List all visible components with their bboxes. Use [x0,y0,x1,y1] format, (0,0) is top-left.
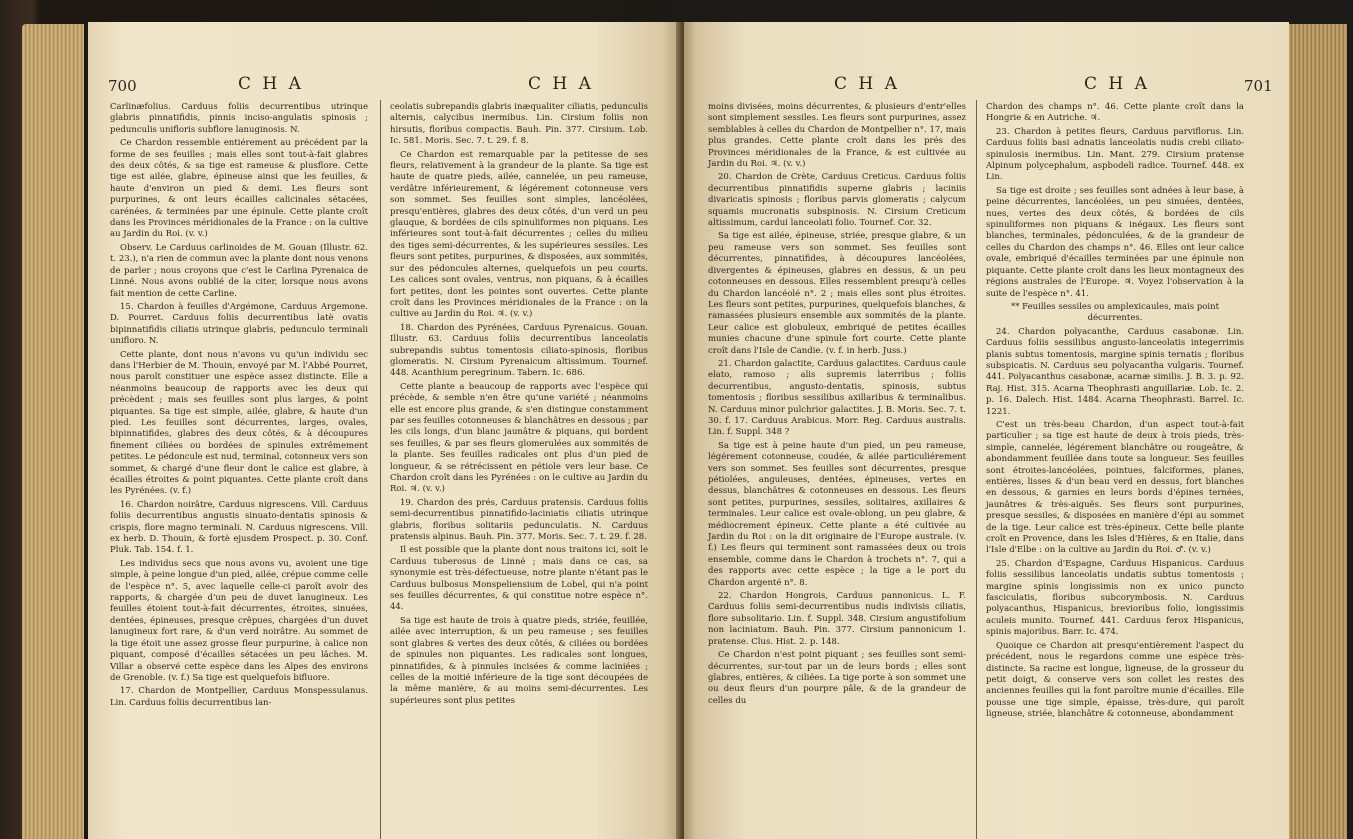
column-rule [380,100,381,839]
paragraph: Sa tige est haute de trois à quatre pieds, striée, feuillée, ailée avec interruption, & un peu rameuse ; ses feuilles sont glabres & vertes des deux côtés, & ciliées ou bordées de spinules non piquantes. Les radicales sont longues, pinnatifides, & à pinnules incisées & comme laciniées ; celles de la moitié inférieure de la tige sont découpées de la même manière, & au moins semi-décurrentes. Les supérieures sont plus petites [390,615,648,706]
right-page-edges [1287,24,1347,839]
paragraph: Chardon des champs n°. 46. Cette plante croît dans la Hongrie & en Autriche. ♃. [986,102,1244,124]
paragraph: Observ. Le Carduus carlinoides de M. Gouan (Illustr. 62. t. 23.), n'a rien de commun avec la plante dont nous venons de parler ; nous croyons que c'est le Carlina Pyrenaica de Linné. Nous avons oublié de la citer, lorsque nous avons fait mention de cette Carline. [110,242,368,299]
paragraph: Sa tige est à peine haute d'un pied, un peu rameuse, légérement cotonneuse, coudée, & ailée particuliérement vers son sommet. Ses feuilles sont décurrentes, presque pétiolées, anguleuses, dentées, épineuses, vertes en dessus, blanchâtres & cotonneuses en dessous. Les fleurs sont petites, purpurines, sessiles, solitaires, axillaires & terminales. Leur calice est ovale-oblong, un peu glabre, & médiocrement épineux. Cette plante a été cultivée au Jardin du Roi : on la dit originaire de l'Europe australe. (v. f.) Les fleurs qui terminent sont ramassées deux ou trois ensemble, comme dans le Chardon à trochets n°. 7, qui a des rapports avec cette espèce ; la tige a le port du Chardon argenté n°. 8. [708,440,966,588]
running-header-left-col1: C H A [238,74,304,94]
left-page-column-2 [390,102,648,709]
paragraph: 16. Chardon noirâtre, Carduus nigrescens. Vill. Carduus foliis decurrentibus angustis sinuato-dentatis spinosis & crispis, flore magno terminali. N. Carduus nigrescens. Vill. ex herb. D. Thouin, & fortè ejusdem Prospect. p. 30. Conf. Pluk. Tab. 154. f. 1. [110,499,368,556]
right-page-column-1 [708,102,966,709]
section-subheading: ** Feuilles sessiles ou amplexicaules, mais point décurrentes. [1010,301,1220,324]
paragraph: Ce Chardon ressemble entiérement au précédent par la forme de ses feuilles ; mais elles sont tout-à-fait glabres des deux côtés, & sa tige est rameuse & plusflore. Cette tige est ailée, glabre, épineuse ainsi que les feuilles, & haute d'environ un pied & demi. Les fleurs sont purpurines, & ont leurs écailles calicinales sétacées, carénées, & terminées par une épinule. Cette plante croît dans les Provinces méridionales de la France : on la cultive au Jardin du Roi. (v. v.) [110,138,368,240]
paragraph: moins divisées, moins décurrentes, & plusieurs d'entr'elles sont simplement sessiles. Les fleurs sont purpurines, assez semblables à celles du Chardon de Montpellier n°. 17, mais plus grandes. Cette plante croît dans les prés des Provinces méridionales de la France, & est cultivée au Jardin du Roi. ♃. (v. v.) [708,102,966,170]
running-header-right-col2: C H A [1084,74,1150,94]
left-page-column-1 [110,102,368,711]
paragraph: Cette plante a beaucoup de rapports avec l'espèce qui précède, & semble n'en être qu'une variété ; néanmoins elle est encore plus grande, & s'en distingue constamment par ses feuilles cotonneuses & blanchâtres en dessous ; par les cils longs, d'un blanc jaunâtre & piquans, qui bordent ses feuilles, & par ses fleurs glomerulées aux sommités de la plante. Ses feuilles radicales ont plus d'un pied de longueur, & se rétrécissent en pétiole vers leur base. Ce Chardon croît dans les Pyrénées : on le cultive au Jardin du Roi. ♃. (v. v.) [390,381,648,495]
page-number-right: 701 [1244,77,1273,95]
paragraph: 23. Chardon à petites fleurs, Carduus parviflorus. Lin. Carduus foliis basi adnatis lanceolatis nudis crebi ciliato-spinulosis inermibus. Lin. Mant. 279. Cirsium pratense Alpinum polycephalum, aspbodeli radice. Tournef. 448. ex Lin. [986,126,1244,183]
paragraph: Carlinæfolius. Carduus foliis decurrentibus utrinque glabris pinnatifidis, pinnis inciso-angulatis spinosis ; pedunculis uniflоris subflore lanuginosis. N. [110,102,368,135]
page-number-left: 700 [108,77,137,95]
right-page [684,22,1289,839]
paragraph: Ce Chardon est remarquable par la petitesse de ses fleurs, relativement à la grandeur de la plante. Sa tige est haute de quatre pieds, ailée, cannelée, un peu rameuse, verdâtre inférieurement, & légérement cotonneuse vers son sommet. Ses feuilles sont simples, lancéolées, presqu'entières, glabres des deux côtés, d'un verd un peu glauque, & bordées de cils spinuliformes non piquans. Les inférieures sont tout-à-fait décurrentes ; celles du milieu des tiges semi-décurrentes, & les supérieures sessiles. Les fleurs sont petites, purpurines, & disposées, aux sommités, sur des pédoncules alternes, quelquefois un peu courts. Les calices sont ovales, ventrus, non piquans, & à écailles fort petites, dont les pointes sont ouvertes. Cette plante croît dans les Provinces méridionales de la France : on la cultive au Jardin du Roi. ♃. (v. v.) [390,149,648,320]
paragraph: 20. Chardon de Crète, Carduus Creticus. Carduus foliis decurrentibus pinnatifidis superne glabris ; laciniis divaricatis spinosis ; floribus parvis glomeratis ; calycum squamis mucronatis subspinosis. N. Cirsium Creticum altissimum, carduі lanceolati folio. Tournef. Cor. 32. [708,172,966,229]
paragraph: Les individus secs que nous avons vu, avoient une tige simple, à peine longue d'un pied, ailée, crépue comme celle de l'espèce n°. 5, avec laquelle celle-ci paroît avoir des rapports, & chargée d'un peu de duvet lanugineux. Les feuilles étoient tout-à-fait décurrentes, étroites, sinuées, dentées, épineuses, presque crêpues, chargées d'un duvet lanugineux fort rare, & d'un verd noirâtre. Au sommet de la tige étoit une assez grosse fleur purpurine, à calice non piquant, composé d'écailles sétacées un peu lâches. M. Villar a observé cette espèce dans les Alpes des environs de Grenoble. (v. f.) Sa tige est quelquefois bifluore. [110,558,368,683]
paragraph: 19. Chardon des prés, Carduus pratensis. Carduus foliis semi-decurrentibus pinnatifido-laciniatis ciliatis utrinque glabris, floribus solitariis pedunculatis. N. Carduus pratensis alpinus. Bauh. Pin. 377. Moris. Sec. 7. t. 29. f. 28. [390,497,648,543]
left-page [88,22,680,839]
paragraph: 15. Chardon à feuilles d'Argémone, Carduus Argemone. D. Pourret. Carduus foliis decurrentibus latè ovatis bipinnatifidis ciliatis utrinque glabris, pedunculo terminali unifloro. N. [110,301,368,347]
paragraph: 24. Chardon polyacanthe, Carduus casabonæ. Lin. Carduus foliis sessilibus angusto-lanceolatis integerrimis planis subtus tomentosis, margine spinis ternatis ; floribus subspicatis. N. Carduus seu polyacantha vulgaris. Tournef. 441. Polyacanthus casabonæ, acarnæ similis. J. B. 3. p. 92. Raj. Hist. 315. Acarna Theophrasti anguillariæ. Lob. Ic. 2. p. 16. Dalech. Hist. 1484. Acarna Theophrasti. Barrel. Ic. 1221. [986,326,1244,417]
right-page-column-2 [986,102,1244,723]
paragraph: Ce Chardon n'est point piquant ; ses feuilles sont semi-décurrentes, sur-tout par un de leurs bords ; elles sont glabres, entières, & ciliées. La tige porte à son sommet une ou deux fleurs d'un pourpre pâle, & de la grandeur de celles du [708,650,966,706]
paragraph: Sa tige est ailée, épineuse, striée, presque glabre, & un peu rameuse vers son sommet. Ses feuilles sont décurrentes, pinnatifides, à découpures lancéolées, divergentes & épineuses, glabres en dessus, & un peu cotonneuses en dessous. Elles ressemblent presqu'à celles du Chardon lancéolé n°. 2 ; mais elles sont plus étroites. Les fleurs sont petites, purpurines, quelquefois blanches, & ramassées plusieurs ensemble aux sommités de la plante. Leur calice est globuleux, embriqué de petites écailles munies chacune d'une spinule fort courte. Cette plante croît dans l'Isle de Candie. (v. f. in herb. Juss.) [708,231,966,356]
running-header-left-col2: C H A [528,74,594,94]
paragraph: 21. Chardon galactite, Carduus galactites. Carduus caule elato, ramoso ; alis supremis laterribus ; foliis decurrentibus, angusto-dentatis, spinosis, subtus tomentosis ; floribus sessilibus axillaribus & terminalibus. N. Carduus minor pulchrior galactites. J. B. Moris. Sec. 7. t. 30. f. 17. Carduus Arabicus. Morr. Reg. Carduus australis. Lin. f. Suppl. 348 ? [708,358,966,438]
paragraph: 18. Chardon des Pyrénées, Carduus Pyrenaicus. Gouan. Illustr. 63. Carduus foliis decurrentibus lanceolatis subrepandis subtus tomentosis ciliato-spinosis, floribus glomeratis. N. Cirsium Pyrenaicum altissimum. Tournef. 448. Acanthium peregrinum. Tabern. Ic. 686. [390,322,648,379]
left-page-edges [22,24,84,839]
paragraph: 25. Chardon d'Espagne, Carduus Hispanicus. Carduus foliis sessilibus lanceolatis undatis subtus tomentosis ; margine spinis longissimis non ex unico puncto fasciculatis, floribus subcorymbosis. N. Carduus polyacanthus, Hispanicus, brevioribus folio, longissimis aculeis munito. Tournef. 441. Carduus ferox Hispanicus, spinis majoribus. Barr. Ic. 474. [986,558,1244,638]
paragraph: ceolatis subrepandis glabris inæqualiter ciliatis, pedunculis alternis, calycibus inermibus. Lin. Cirsium foliis non hirsutis, floribus compactis. Bauh. Pin. 377. Cirsium. Lob. Ic. 581. Moris. Sec. 7. t. 29. f. 8. [390,102,648,147]
paragraph: C'est un très-beau Chardon, d'un aspect tout-à-fait particulier ; sa tige est haute de deux à trois pieds, très-simple, cannelée, légérement blanchâtre ou rougeâtre, & abondamment feuillée dans toute sa longueur. Ses feuilles sont étroites-lancéolées, pointues, falciformes, planes, entières, lisses & d'un beau verd en dessus, fort blanches en dessous, & garnies en leurs bords d'épines ternées, jaunâtres & très-aiguës. Ses fleurs sont purpurines, presque sessiles, & disposées en manière d'épi au sommet de la tige. Leur calice est très-épineux. Cette belle plante croît en Provence, dans les Isles d'Hières, & en Italie, dans l'Isle d'Elbe : on la cultive au Jardin du Roi. ♂. (v. v.) [986,419,1244,556]
paragraph: 22. Chardon Hongrois, Carduus pannonicus. L. F. Carduus foliis semi-decurrentibus nudis indivisis ciliatis, flore subsolitario. Lin. f. Suppl. 348. Cirsium angustifolium non laciniatum. Bauh. Pin. 377. Cirsium pannonicum 1. pratense. Clus. Hist. 2. p. 148. [708,591,966,647]
paragraph: Quoique ce Chardon ait presqu'entièrement l'aspect du précédent, nous le regardons comme une espèce très-distincte. Sa racine est longue, ligneuse, de la grosseur du petit doigt, & conserve vers son collet les restes des anciennes feuilles qui la font paroître munie d'écailles. Elle pousse une tige simple, épaisse, très-dure, qui paroît ligneuse, striée, blanchâtre & cotonneuse, abondamment [986,640,1244,720]
paragraph: 17. Chardon de Montpellier, Carduus Monspessulanus. Lin. Carduus foliis decurrentibus lan- [110,686,368,708]
column-rule [976,100,977,839]
paragraph: Cette plante, dont nous n'avons vu qu'un individu sec dans l'Herbier de M. Thouin, envoyé par M. l'Abbé Pourret, nous paroît constituer une espèce assez distincte. Elle a néanmoins beaucoup de rapports avec les deux qui précèdent ; mais ses feuilles sont plus larges, & point piquantes. Sa tige est simple, ailée, glabre, & haute d'un pied. Les feuilles sont décurrentes, larges, ovales, bipinnatifides, glabres des deux côtés, & à découpures finement ciliées ou bordées de spinules extrêmement petites. Le pédoncule est nud, terminal, cotonneux vers son sommet, & chargé d'une fleur dont le calice est glabre, à écailles étroites & point piquantes. Cette plante croît dans les Pyrénées. (v. f.) [110,349,368,497]
paragraph: Sa tige est droite ; ses feuilles sont adnées à leur base, à peine décurrentes, lancéolées, un peu sinuées, dentées, nues, vertes des deux côtés, & bordées de cils spinuliformes non piquans & inégaux. Les fleurs sont blanches, terminales, pédonculées, & de la grandeur de celles du Chardon des champs n°. 46. Elles ont leur calice ovale, embriqué d'écailles terminées par une épinule non piquante. Cette plante croît dans les lieux montagneux des régions australes de l'Europe. ♃. Voyez l'observation à la suite de l'espèce n°. 41. [986,185,1244,299]
running-header-right-col1: C H A [834,74,900,94]
paragraph: Il est possible que la plante dont nous traitons ici, soit le Carduus tuberosus de Linné ; mais dans ce cas, sa synonymie est très-défectueuse, notre plante n'étant pas le Carduus bulbosus Monspeliensium de Lobel, qui n'a point ses feuilles décurrentes, & qui constitue notre espèce n°. 44. [390,545,648,613]
